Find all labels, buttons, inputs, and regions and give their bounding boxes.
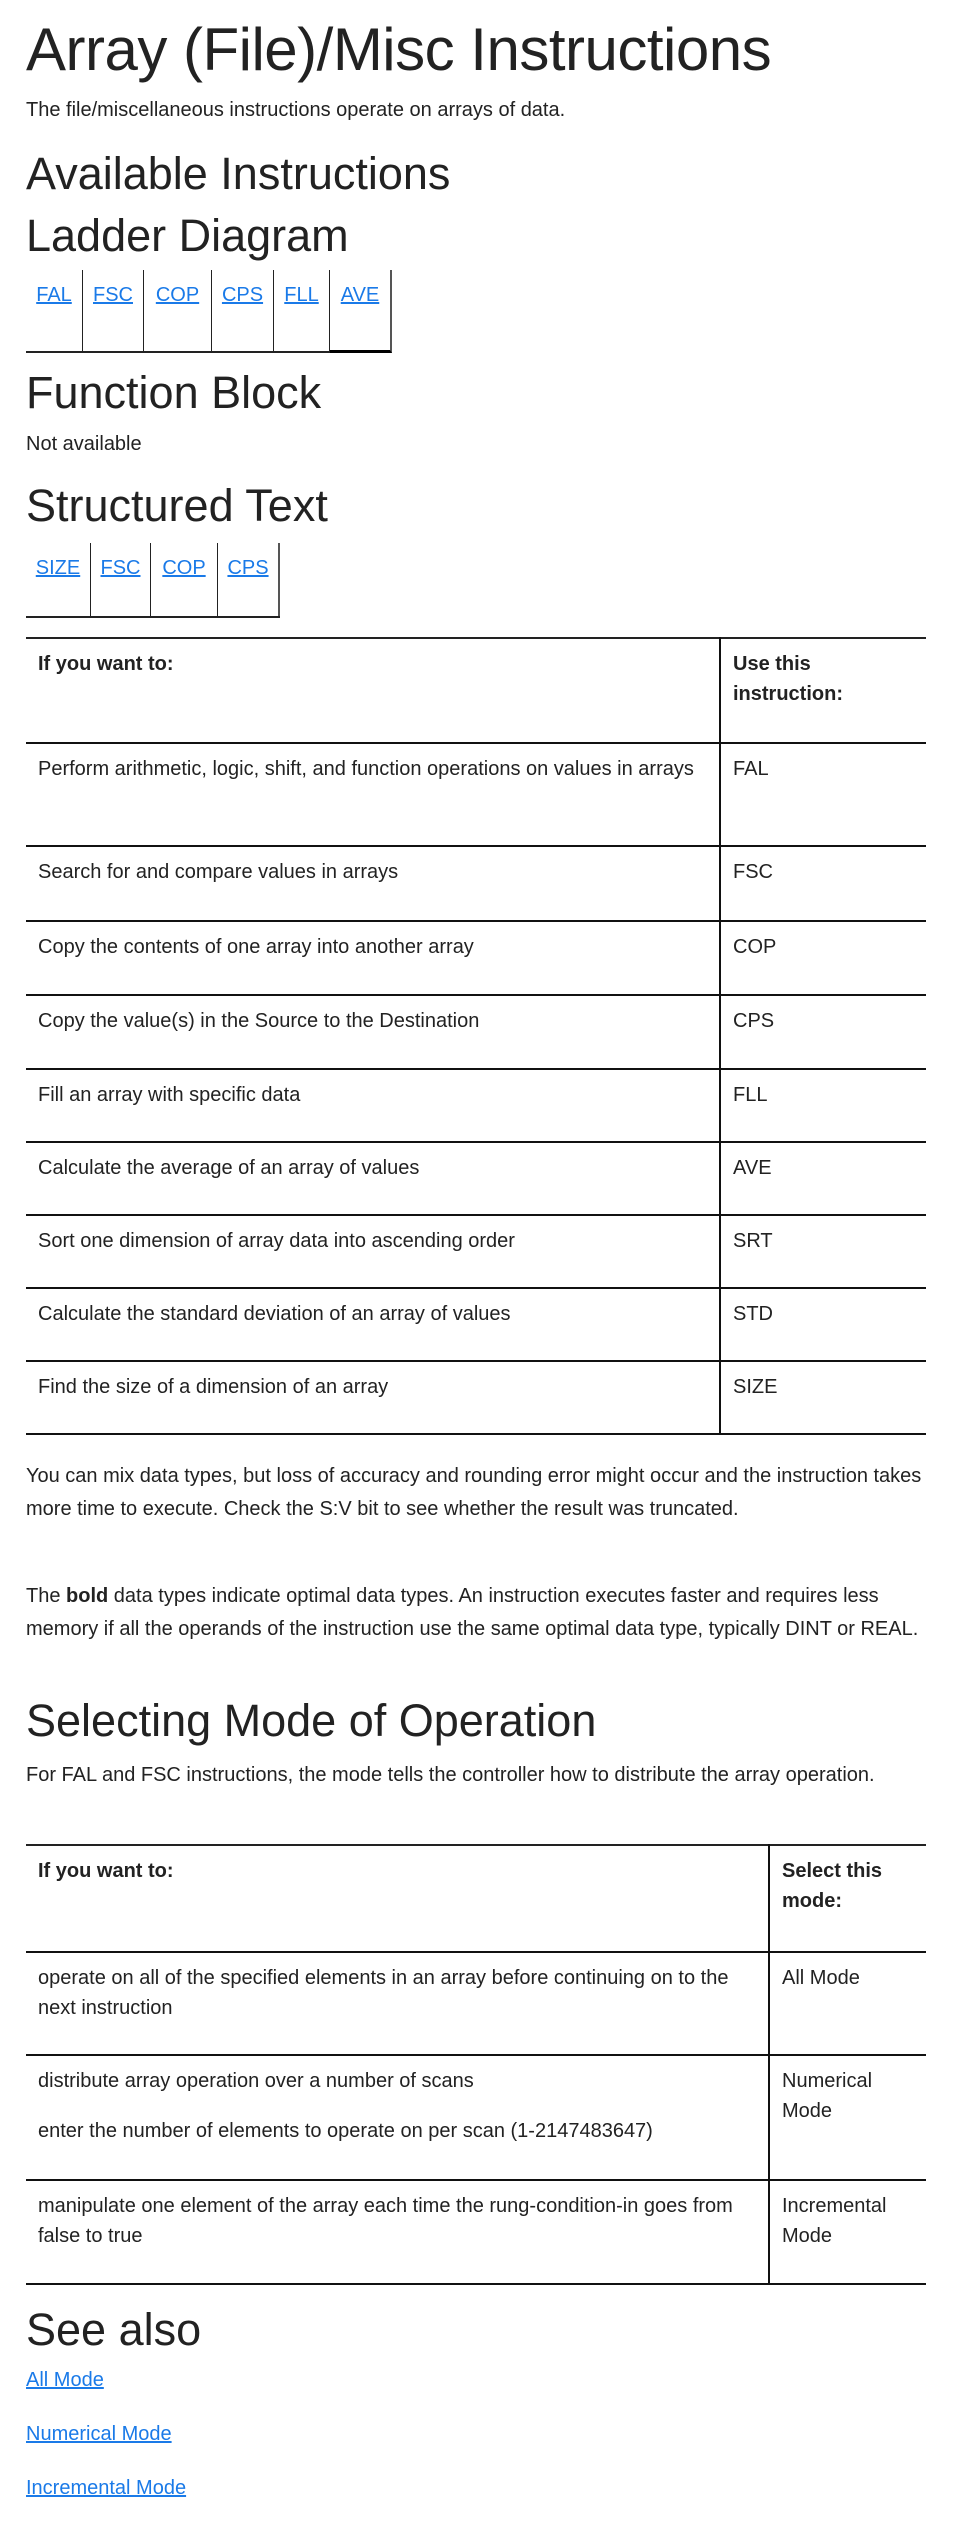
row-description	[26, 2180, 769, 2284]
row-description: Copy the contents of one array into another array	[38, 936, 474, 958]
row-mode: Incremental Mode	[769, 2180, 926, 2284]
ladder-tab-fal[interactable]	[26, 270, 83, 351]
row-description: Calculate the average of an array of values	[38, 1157, 420, 1179]
mix-data-types-note: You can mix data types, but loss of accuracy and rounding error might occur and the instruction takes more time to execute. Check the S:V bit to see whether the result was truncated.	[26, 1465, 922, 1520]
note-prefix: The	[26, 1585, 67, 1607]
row-description: Perform arithmetic, logic, shift, and function operations on values in arrays	[38, 758, 694, 780]
structured-text-heading: Structured Text	[26, 480, 328, 531]
header-select-this-mode: Select this mode:	[769, 1845, 926, 1952]
ladder-tab-ave[interactable]	[330, 270, 392, 353]
st-link-cps[interactable]: CPS	[227, 557, 269, 579]
row-description: Copy the value(s) in the Source to the Destination	[38, 1010, 480, 1032]
table-row	[26, 1215, 926, 1288]
row-description: Find the size of a dimension of an array	[38, 1376, 389, 1398]
row-instruction: FAL	[720, 743, 926, 846]
table-row	[26, 995, 926, 1069]
mode-table-header	[26, 1845, 926, 1952]
st-tab-cop[interactable]	[151, 543, 218, 616]
row-instruction: FSC	[720, 846, 926, 921]
see-also-link-numerical-mode[interactable]: Numerical Mode	[26, 2423, 172, 2445]
st-tab-size[interactable]	[26, 543, 91, 616]
table-row	[26, 1361, 926, 1434]
table-row	[26, 743, 926, 846]
ladder-tab-cps[interactable]	[212, 270, 274, 351]
ladder-tab-fll[interactable]	[274, 270, 330, 351]
row-instruction: AVE	[720, 1142, 926, 1215]
mode-intro: For FAL and FSC instructions, the mode tells the controller how to distribute the array operation.	[26, 1764, 875, 1786]
row-mode: All Mode	[769, 1952, 926, 2055]
row-mode: Numerical Mode	[769, 2055, 926, 2180]
note-suffix: data types indicate optimal data types. An instruction executes faster and requires less memory if all the operands of the instruction use the same optimal data type, typically DINT or REAL.	[26, 1585, 919, 1640]
ladder-link-fal[interactable]: FAL	[36, 284, 72, 306]
ladder-tab-cop[interactable]	[144, 270, 212, 351]
row-instruction: SIZE	[720, 1361, 926, 1434]
ladder-link-cop[interactable]: COP	[155, 284, 200, 306]
table-row	[26, 2180, 926, 2284]
row-description: Sort one dimension of array data into ascending order	[38, 1230, 515, 1252]
function-block-heading: Function Block	[26, 367, 322, 418]
ladder-link-fll[interactable]: FLL	[284, 284, 319, 306]
structured-text-instruction-tabs	[26, 543, 280, 618]
st-link-fsc[interactable]: FSC	[100, 557, 141, 579]
table-row	[26, 1069, 926, 1142]
ladder-link-fsc[interactable]: FSC	[93, 284, 133, 306]
st-link-cop[interactable]: COP	[162, 557, 206, 579]
table-row	[26, 1952, 926, 2055]
row-description: Fill an array with specific data	[38, 1084, 301, 1106]
header-if-you-want-to: If you want to:	[38, 1860, 174, 1882]
st-tab-cps[interactable]	[218, 543, 280, 616]
row-description-text: enter the number of elements to operate on per scan (1-2147483647)	[38, 2120, 653, 2142]
ladder-link-cps[interactable]: CPS	[221, 284, 264, 306]
row-description: Calculate the standard deviation of an array of values	[38, 1303, 511, 1325]
row-description	[26, 1952, 769, 2055]
page-title: Array (File)/Misc Instructions	[26, 16, 772, 83]
row-description: Search for and compare values in arrays	[38, 861, 399, 883]
table-row	[26, 846, 926, 921]
row-description	[26, 2055, 769, 2180]
see-also-link-all-mode[interactable]: All Mode	[26, 2369, 104, 2391]
row-description-text: distribute array operation over a number of scans	[38, 2070, 474, 2092]
table-row	[26, 2055, 926, 2180]
header-use-this-instruction: Use this instruction:	[720, 638, 926, 743]
ladder-diagram-heading: Ladder Diagram	[26, 210, 349, 261]
row-instruction: FLL	[720, 1069, 926, 1142]
st-link-size[interactable]: SIZE	[35, 557, 81, 579]
row-instruction: COP	[720, 921, 926, 995]
function-block-not-available: Not available	[26, 433, 142, 455]
available-instructions-heading: Available Instructions	[26, 148, 451, 199]
instruction-table-header	[26, 638, 926, 743]
row-instruction: SRT	[720, 1215, 926, 1288]
table-row	[26, 1288, 926, 1361]
mode-table	[26, 1844, 926, 2285]
st-tab-fsc[interactable]	[91, 543, 151, 616]
header-if-you-want-to: If you want to:	[38, 653, 174, 675]
ladder-instruction-tabs	[26, 270, 392, 353]
note-bold-word: bold	[66, 1585, 109, 1607]
table-row	[26, 921, 926, 995]
row-description-text: operate on all of the specified elements in an array before continuing on to the next instruction	[38, 1967, 729, 2019]
ladder-link-ave[interactable]: AVE	[340, 284, 380, 306]
row-instruction: CPS	[720, 995, 926, 1069]
bold-data-types-note	[26, 1580, 926, 1645]
instruction-table	[26, 637, 926, 1435]
row-description-text: manipulate one element of the array each time the rung-condition-in goes from false to true	[38, 2195, 733, 2247]
ladder-tab-fsc[interactable]	[83, 270, 144, 351]
see-also-link-incremental-mode[interactable]: Incremental Mode	[26, 2477, 187, 2499]
page-intro: The file/miscellaneous instructions operate on arrays of data.	[26, 99, 566, 121]
row-instruction: STD	[720, 1288, 926, 1361]
selecting-mode-heading: Selecting Mode of Operation	[26, 1695, 597, 1746]
table-row	[26, 1142, 926, 1215]
see-also-heading: See also	[26, 2304, 202, 2355]
